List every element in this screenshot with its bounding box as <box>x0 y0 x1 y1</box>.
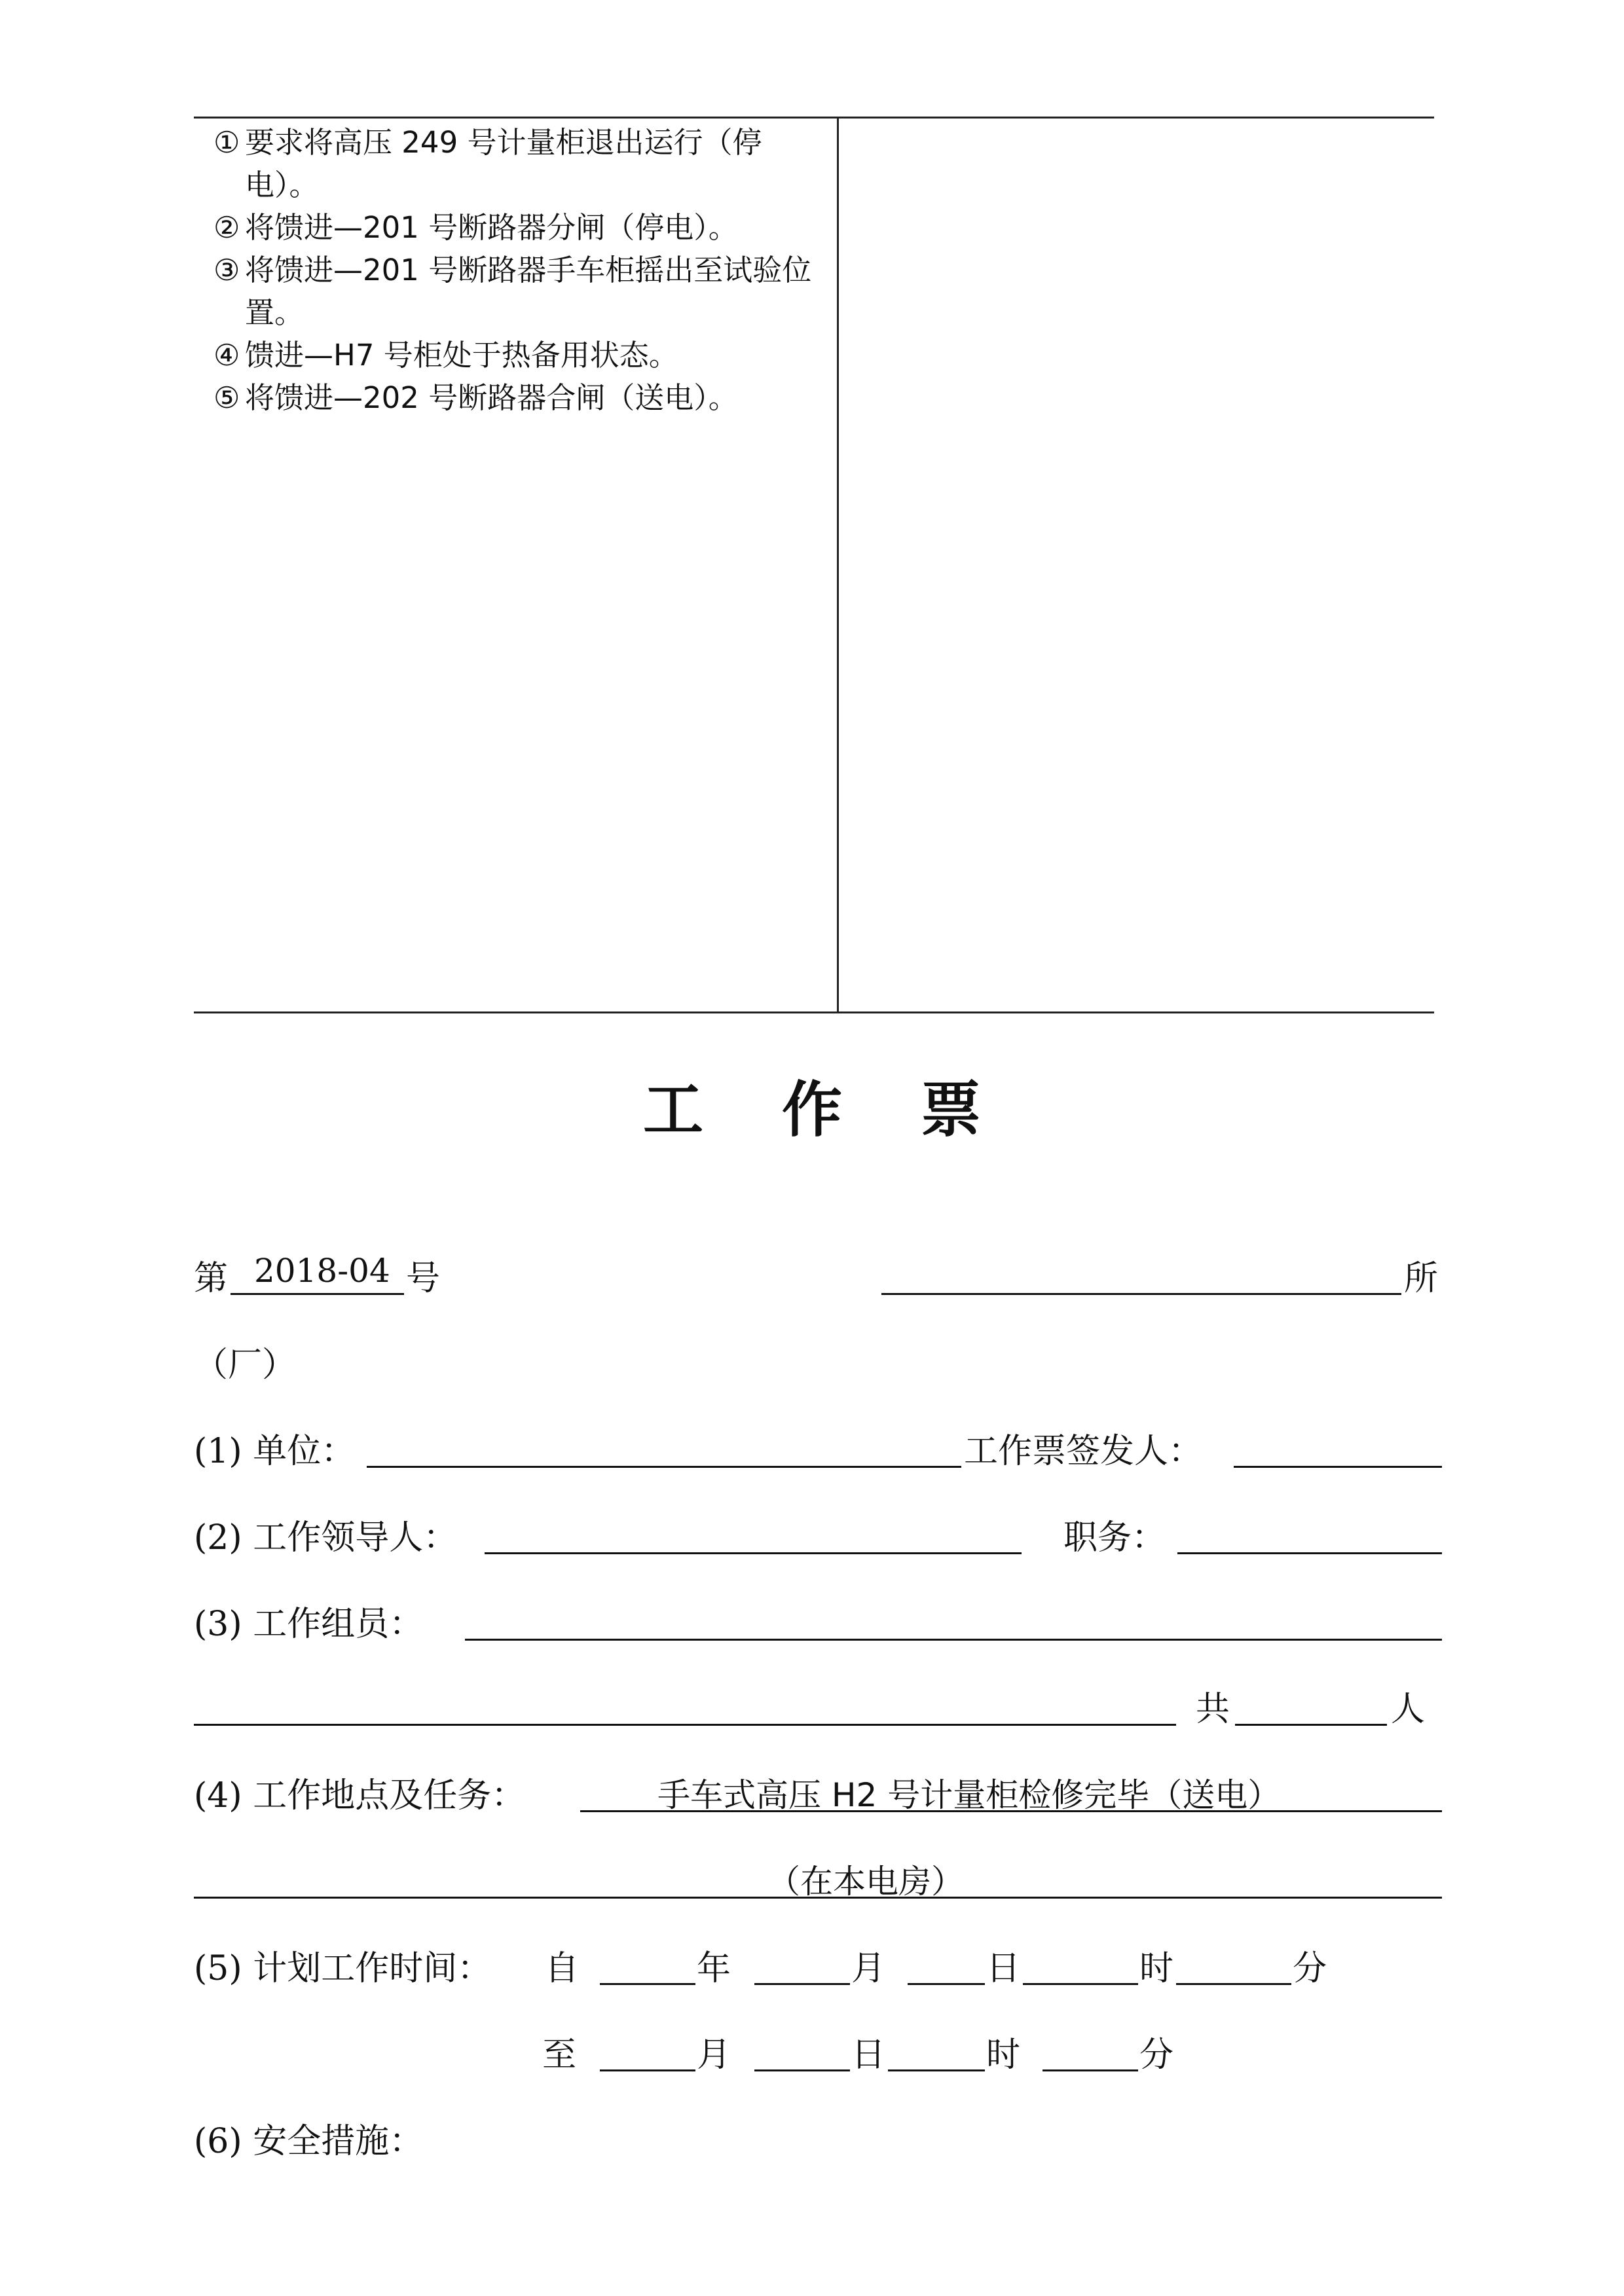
ticket-no-suffix: 号 <box>406 1259 441 1298</box>
ticket-no-value: 2018-04 <box>254 1252 390 1290</box>
from-label: 自 <box>545 1949 580 1988</box>
from-hour-field[interactable] <box>1023 1983 1138 1985</box>
page-title: 工作票 <box>642 1075 1060 1145</box>
from-hour-label: 时 <box>1139 1949 1174 1988</box>
from-year-label: 年 <box>697 1949 731 1988</box>
from-month-label: 月 <box>851 1949 886 1988</box>
to-month-label: 月 <box>697 2035 731 2075</box>
from-minute-field[interactable] <box>1176 1983 1291 1985</box>
to-minute-field[interactable] <box>1043 2069 1138 2071</box>
ticket-no-prefix: 第 <box>194 1259 229 1298</box>
total-prefix-label: 共 <box>1196 1690 1230 1729</box>
institution-suo-label: 所 <box>1404 1259 1439 1298</box>
members-label: (3) 工作组员： <box>194 1605 424 1644</box>
to-month-field[interactable] <box>600 2069 695 2071</box>
to-minute-label: 分 <box>1139 2035 1174 2075</box>
from-year-field[interactable] <box>600 1983 695 1985</box>
total-suffix-label: 人 <box>1391 1690 1426 1729</box>
from-day-field[interactable] <box>908 1983 985 1985</box>
to-day-field[interactable] <box>754 2069 850 2071</box>
issuer-label: 工作票签发人： <box>964 1432 1203 1471</box>
to-label: 至 <box>542 2035 577 2075</box>
operation-steps-table <box>194 117 1434 1013</box>
plan-time-label: (5) 计划工作时间： <box>194 1949 492 1988</box>
safety-label: (6) 安全措施： <box>194 2122 424 2161</box>
total-count-field[interactable] <box>1235 1724 1387 1726</box>
unit-field[interactable] <box>367 1466 961 1468</box>
from-minute-label: 分 <box>1293 1949 1327 1988</box>
location-value-1: 手车式高压 H2 号计量柜检修完毕（送电） <box>657 1776 1281 1814</box>
ticket-no-underline[interactable] <box>231 1293 404 1295</box>
from-day-label: 日 <box>986 1949 1021 1988</box>
position-field[interactable] <box>1177 1552 1442 1554</box>
step-2: ② 将馈进—201 号断路器分闸（停电）。 <box>213 210 738 245</box>
location-label: (4) 工作地点及任务： <box>194 1776 526 1815</box>
institution-chang-label: （厂） <box>194 1345 297 1385</box>
leader-label: (2) 工作领导人： <box>194 1518 458 1558</box>
step-1: ① 要求将高压 249 号计量柜退出运行（停电）。 <box>213 125 762 202</box>
institution-name-field[interactable] <box>881 1293 1401 1295</box>
step-3: ③ 将馈进—201 号断路器手车柜摇出至试验位置。 <box>213 253 812 330</box>
column-divider <box>837 118 839 1011</box>
to-day-label: 日 <box>851 2035 886 2075</box>
issuer-field[interactable] <box>1234 1466 1442 1468</box>
step-5: ⑤ 将馈进—202 号断路器合闸（送电）。 <box>213 380 738 415</box>
to-hour-field[interactable] <box>888 2069 985 2071</box>
members-field-line-1[interactable] <box>465 1639 1442 1641</box>
members-field-line-2[interactable] <box>194 1724 1176 1726</box>
step-4: ④ 馈进—H7 号柜处于热备用状态。 <box>213 338 678 373</box>
location-value-2: （在本电房） <box>767 1863 964 1901</box>
unit-label: (1) 单位： <box>194 1432 356 1471</box>
from-month-field[interactable] <box>754 1983 850 1985</box>
to-hour-label: 时 <box>986 2035 1021 2075</box>
leader-field[interactable] <box>485 1552 1022 1554</box>
position-label: 职务： <box>1063 1518 1166 1558</box>
operation-steps-list <box>213 121 826 419</box>
